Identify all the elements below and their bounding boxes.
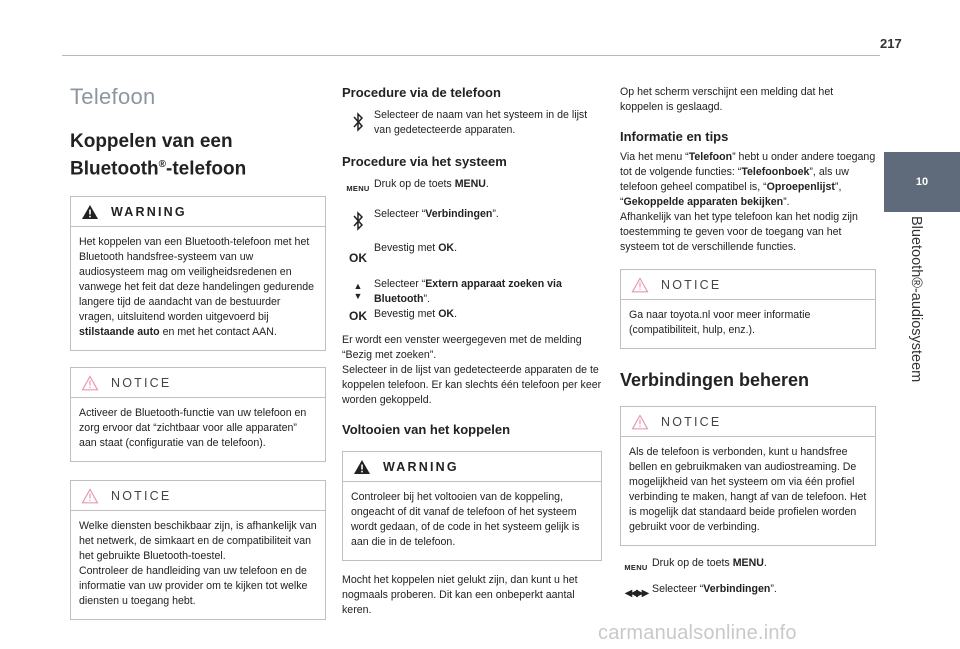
heading-phone-procedure: Procedure via de telefoon <box>342 85 501 100</box>
warning-box <box>70 196 326 351</box>
notice-text: Als de telefoon is verbonden, kunt u handsfree bellen en gebruikmaken van audiostreaming. De mogelijkheid van het systeem om via één profiel verbinding te maken, hangt af van de telefoon. Het is mogelijk dat standaard beide profielen worden gebruikt voor de verbinding. <box>629 446 867 533</box>
notice-label: NOTICE <box>111 375 172 390</box>
step-item: Selecteer “Verbindingen”. <box>342 207 602 231</box>
heading-manage-connections: Verbindingen beheren <box>620 370 810 390</box>
step-item: MENU Druk op de toets MENU. <box>346 178 489 193</box>
notice-label: NOTICE <box>111 488 172 503</box>
notice-label: NOTICE <box>661 277 722 292</box>
warning-icon <box>81 204 99 220</box>
bluetooth-icon <box>352 211 364 231</box>
ok-icon: OK <box>349 251 367 265</box>
main-heading: Koppelen van een Bluetooth®-telefoon <box>70 131 247 180</box>
notice-text: Ga naar toyota.nl voor meer informatie (compatibiliteit, hulp, enz.). <box>629 309 811 336</box>
step-item: OK Bevestig met OK. <box>349 242 458 265</box>
paragraph: Er wordt een venster weergegeven met de melding “Bezig met zoeken”. Selecteer in de lijst van gedetecteerde apparaten de te koppelen telefoon. Er kan slechts één telefoon per keer worden gekoppeld. <box>342 334 602 406</box>
ok-icon: OK <box>349 309 367 323</box>
column-2 <box>342 80 602 618</box>
notice-header <box>621 270 875 300</box>
notice-icon <box>81 488 99 504</box>
notice-box <box>620 406 876 546</box>
warning-label: WARNING <box>111 204 187 219</box>
heading-info-tips: Informatie en tips <box>620 129 729 144</box>
warning-icon <box>353 459 371 475</box>
warning-header <box>71 197 325 227</box>
column-1 <box>70 80 326 620</box>
step-item: Selecteer de naam van het systeem in de lijst van gedetecteerde apparaten. <box>342 108 602 138</box>
warning-text: Controleer bij het voltooien van de koppeling, ongeacht of dit vanaf de telefoon of het systeem wordt gedaan, of de code in het systeem gelijk is aan die in de telefoon. <box>351 491 580 548</box>
notice-label: NOTICE <box>661 414 722 429</box>
step-item: ◀◀▶▶ Selecteer “Verbindingen”. <box>624 583 777 599</box>
menu-icon: MENU <box>624 563 648 572</box>
menu-icon: MENU <box>346 184 370 193</box>
paragraph: Op het scherm verschijnt een melding dat het koppelen is geslaagd. <box>620 86 834 113</box>
notice-icon <box>631 277 649 293</box>
warning-text: Het koppelen van een Bluetooth-telefoon met het Bluetooth handsfree-systeem van uw audiosysteem mag om veiligheidsredenen en vanwege het feit dat deze handelingen gedurende langere tijd de aandacht van de bestuurder vragen, uitsluitend worden uitgevoerd bij stilstaande auto en met het contact AAN. <box>79 236 315 339</box>
heading-system-procedure: Procedure via het systeem <box>342 154 507 169</box>
chapter-tab: 10 <box>884 152 960 212</box>
paragraph: Mocht het koppelen niet gelukt zijn, dan kunt u het nogmaals proberen. Dit kan een onbeperkt aantal keren. <box>342 574 578 616</box>
watermark: carmanualsonline.info <box>598 622 797 644</box>
top-rule <box>62 55 880 56</box>
column-3 <box>620 80 876 599</box>
notice-text: Welke diensten beschikbaar zijn, is afhankelijk van het netwerk, de simkaart en de compatibiliteit van het gebruikte Bluetooth-toestel. Controleer de handleiding van uw telefoon en de informatie van uw provider om te kijken tot welke diensten u toegang hebt. <box>79 520 317 608</box>
notice-header <box>71 368 325 398</box>
paragraph: Via het menu “Telefoon” hebt u onder andere toegang tot de volgende functies: “Telefoonboek”, als uw telefoon geheel compatibel is, “Oproepenlijst”, “Gekoppelde apparaten bekijken”. Afhankelijk van het type telefoon kan het nodig zijn toestemming te geven voor de toegang van het systeem tot de verschillende functies. <box>620 151 876 253</box>
notice-text: Activeer de Bluetooth-functie van uw telefoon en zorg ervoor dat “zichtbaar voor alle apparaten” aan staat (configuratie van de telefoon). <box>79 407 307 450</box>
chapter-title-vertical <box>906 216 928 406</box>
heading-finish-pairing: Voltooien van het koppelen <box>342 422 511 437</box>
bluetooth-icon <box>352 112 364 132</box>
notice-box <box>620 269 876 349</box>
chapter-title: Bluetooth®-audiosysteem <box>908 216 924 383</box>
up-down-icon: ▲ ▼ <box>353 281 363 301</box>
step-item: ▲ ▼ OK Selecteer “Extern apparaat zoeken via Bluetooth”. Bevestig met OK. <box>349 278 562 323</box>
notice-header <box>621 407 875 437</box>
warning-header <box>343 452 601 482</box>
notice-box <box>70 480 326 620</box>
notice-header <box>71 481 325 511</box>
section-title: Telefoon <box>70 84 156 109</box>
step-item: MENU Druk op de toets MENU. <box>624 557 767 572</box>
page-number: 217 <box>880 36 902 51</box>
notice-icon <box>81 375 99 391</box>
warning-box <box>342 451 602 561</box>
seek-arrows-icon: ◀◀▶▶ <box>624 588 648 599</box>
warning-label: WARNING <box>383 459 459 474</box>
notice-box <box>70 367 326 462</box>
notice-icon <box>631 414 649 430</box>
